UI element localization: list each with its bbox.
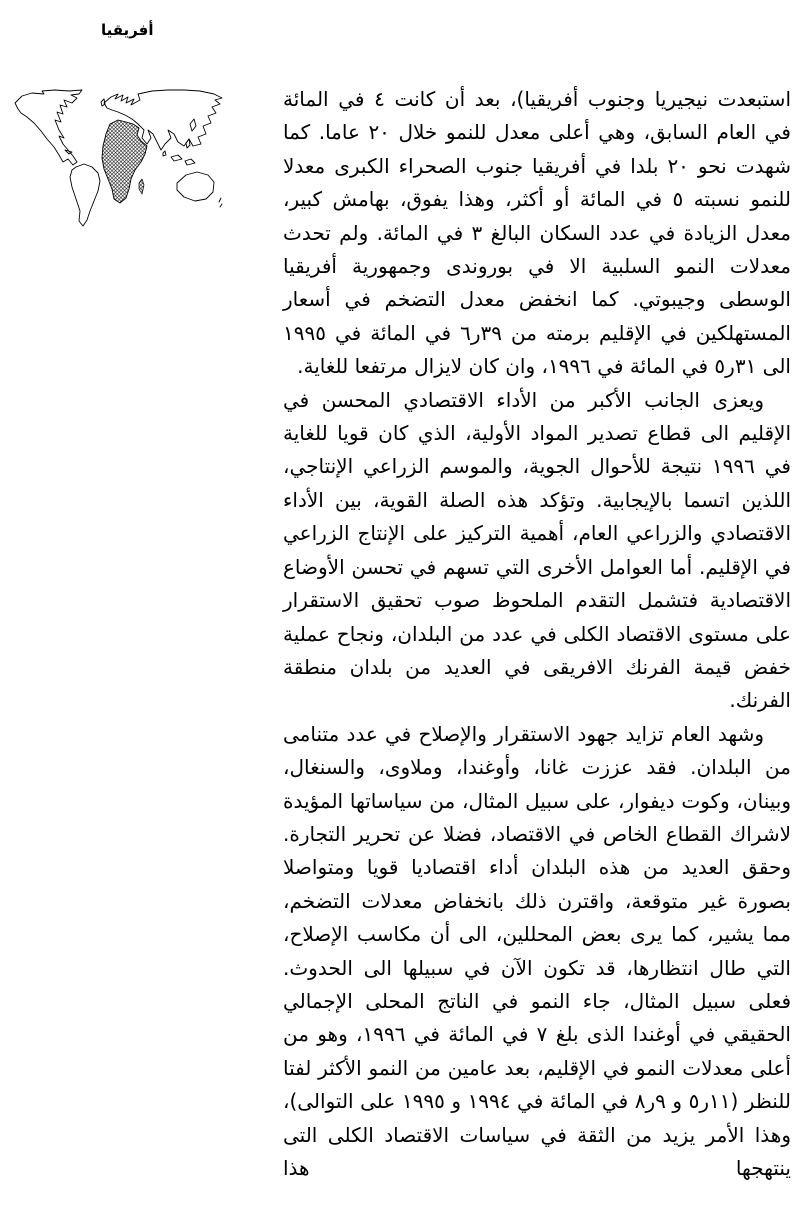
- continent-north-america: [15, 90, 82, 165]
- paragraph-1: استبعدت نيجيريا وجنوب أفريقيا)، بعد أن كانت ٤ في المائة في العام السابق، وهي أعلى معدل للنمو خلال ٢٠ عاما. كما شهدت نحو ٢٠ بلدا في أفريقيا جنوب الصحراء الكبرى معدلا للنمو نسبته ٥ في المائة أو أكثر، وهذا يفوق، بهامش كبير، معدل الزيادة في عدد السكان البالغ ٣ في المائة. ولم تحدث معدلات النمو السلبية الا في بوروندى وجمهورية أفريقيا الوسطى وجيبوتي. كما انخفض معدل التضخم في أسعار المستهلكين في الإقليم برمته من ٣٩ر٦ في المائة في ١٩٩٥ الى ٣١ر٥ في المائة في ١٩٩٦، وان كان لايزال مرتفعا للغاية.: [283, 87, 792, 379]
- world-map-africa-highlighted-icon: [13, 86, 227, 234]
- island-japan: [190, 119, 196, 131]
- paragraph-2: ويعزى الجانب الأكبر من الأداء الاقتصادي المحسن في الإقليم الى قطاع تصدير المواد الأولية، الذي كان قويا للغاية في ١٩٩٦ نتيجة للأحوال الجوية، والموسم الزراعي الإنتاجي، اللذين اتسما بالإيجابية. وتؤكد هذه الصلة القوية، بين الأداء الاقتصادي والزراعي العام، أهمية التركيز على الإنتاج الزراعي في الإقليم. أما العوامل الأخرى التي تسهم في تحسن الأوضاع الاقتصادية فتشمل التقدم الملحوظ صوب تحقيق الاستقرار على مستوى الاقتصاد الكلى في عدد من البلدان، ونجاح عملية خفض قيمة الفرنك الافريقى في العديد من بلدان منطقة الفرنك.: [283, 387, 791, 713]
- island-new-zealand: [219, 198, 222, 207]
- island-madagascar-highlighted: [139, 179, 144, 194]
- island-philippines: [186, 139, 190, 148]
- island-indonesia-east: [185, 159, 195, 165]
- island-sri-lanka: [163, 151, 166, 156]
- world-map-graphic: [13, 86, 227, 234]
- island-indonesia-west: [171, 155, 182, 161]
- continent-australia: [177, 172, 214, 201]
- page-title: أفريقيا: [101, 21, 154, 39]
- paragraph-3: وشهد العام تزايد جهود الاستقرار والإصلاح في عدد متنامى من البلدان. فقد عززت غانا، وأوغندا، وملاوى، والسنغال، وبينان، وكوت ديفوار، على سبيل المثال، من سياساتها المؤيدة لاشراك القطاع الخاص في الاقتصاد، فضلا عن تحرير التجارة. وحقق العديد من هذه البلدان أداء اقتصاديا قويا ومتواصلا بصورة غير متوقعة، واقترن ذلك بانخفاض معدلات التضخم، مما يشير، كما يرى بعض المحللين، الى أن مكاسب الإصلاح، التي طال انتظارها، قد تكون الآن في سبيلها الى الحدوث. فعلى سبيل المثال، جاء النمو في الناتج المحلى الإجمالي الحقيقي في أوغندا الذى بلغ ٧ في المائة في ١٩٩٦، وهو من أعلى معدلات النمو في الإقليم، بعد عامين من النمو الأكثر لفتا للنظر (١١ر٥ و ٩ر٨ في المائة في ١٩٩٤ و ١٩٩٥ على التوالى)، وهذا الأمر يزيد من الثقة في سياسات الاقتصاد الكلى التى ينتهجها هذا: [283, 721, 792, 1180]
- article-text-column: [283, 83, 791, 1185]
- continent-south-america: [70, 164, 100, 226]
- island-britain: [101, 99, 105, 106]
